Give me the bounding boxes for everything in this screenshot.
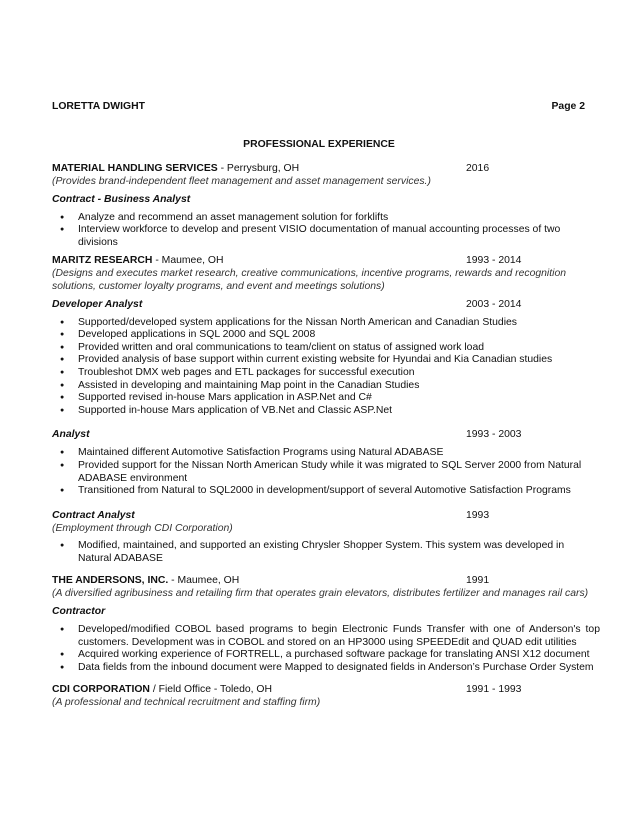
role-duties	[52, 447, 600, 497]
section-title: PROFESSIONAL EXPERIENCE	[243, 139, 395, 150]
job-entry	[52, 575, 600, 674]
job-dates: 1991 - 1993	[466, 684, 522, 696]
job-heading	[52, 684, 600, 697]
duty-item: ● Transitioned from Natural to SQL2000 in development/support of several Automotive Satisfaction Programs	[52, 485, 600, 498]
role-dates: 1993	[466, 509, 490, 521]
role-heading	[52, 429, 600, 442]
duty-item: ● Developed applications in SQL 2000 and SQL 2008	[52, 329, 600, 342]
company-name: MARITZ RESEARCH	[52, 255, 153, 267]
duty-item: ● Maintained different Automotive Satisfaction Programs using Natural ADABASE	[52, 447, 600, 460]
job-entry	[52, 684, 600, 710]
job-entry	[52, 163, 600, 249]
duty-item: ● Data fields from the inbound document were Mapped to designated fields in Anderson’s Purchase Order System	[52, 662, 600, 675]
duty-item: ● Provided written and oral communications to team/client on status of assigned work load	[52, 342, 600, 355]
duty-item: ● Supported in-house Mars application of VB.Net and Classic ASP.Net	[52, 405, 600, 418]
job-dates: 1993 - 2014	[466, 255, 522, 267]
page-header	[52, 101, 586, 115]
company-name: MATERIAL HANDLING SERVICES	[52, 163, 218, 174]
duty-item: ● Modified, maintained, and supported an existing Chrysler Shopper System. This system was developed in Natural ADABASE	[52, 540, 600, 565]
job-dates: 2016	[466, 163, 490, 174]
role-duties	[52, 624, 600, 674]
role-title: Contractor	[52, 606, 106, 618]
company-location: - Maumee, OH	[152, 255, 224, 267]
company-name: CDI CORPORATION	[52, 684, 150, 696]
role-duties	[52, 540, 600, 565]
job-heading	[52, 163, 600, 176]
role-heading	[52, 299, 600, 312]
page-number: Page 2	[551, 101, 585, 112]
job-entry	[52, 255, 600, 565]
job-heading	[52, 575, 600, 588]
company-location: / Field Office - Toledo, OH	[149, 684, 272, 696]
company-description: (A professional and technical recruitment and staffing firm)	[52, 697, 321, 709]
role-title: Contract - Business Analyst	[52, 193, 191, 205]
duty-item: ● Provided analysis of base support within current existing website for Hyundai and Kia Canadian studies	[52, 354, 600, 367]
duty-item: ● Supported revised in-house Mars application in ASP.Net and C#	[52, 392, 600, 405]
experience-list	[52, 163, 600, 710]
company-description: (A diversified agribusiness and retailing firm that operates grain elevators, distributes fertilizer and manages rail cars)	[52, 588, 589, 600]
duty-item: ● Analyze and recommend an asset management solution for forklifts	[52, 212, 600, 225]
role-subtitle: (Employment through CDI Corporation)	[52, 522, 233, 534]
duty-item: ● Acquired working experience of FORTRELL, a purchased software package for translating ANSI X12 document	[52, 649, 600, 662]
duty-item: ● Interview workforce to develop and present VISIO documentation of manual accounting processes of two divisions	[52, 224, 600, 249]
job-heading	[52, 255, 600, 268]
role-heading	[52, 510, 600, 523]
role-dates: 2003 - 2014	[466, 298, 522, 310]
role-title: Analyst	[52, 429, 90, 441]
candidate-name: LORETTA DWIGHT	[52, 101, 145, 112]
role-dates: 1993 - 2003	[466, 429, 522, 441]
company-location: - Maumee, OH	[168, 575, 240, 587]
role-title: Contract Analyst	[52, 509, 135, 521]
company-description: (Designs and executes market research, creative communications, incentive programs, rewards and recognition solutions, customer loyalty programs, and event and meetings solutions)	[52, 268, 566, 292]
duty-item: ● Supported/developed system applications for the Nissan North American and Canadian Studies	[52, 317, 600, 330]
company-location: - Perrysburg, OH	[217, 163, 300, 174]
role-duties	[52, 317, 600, 418]
duty-item: ● Provided support for the Nissan North American Study while it was migrated to SQL Server 2000 from Natural ADABASE environment	[52, 460, 600, 485]
duty-item: ● Assisted in developing and maintaining Map point in the Canadian Studies	[52, 380, 600, 393]
role-title: Developer Analyst	[52, 298, 143, 310]
company-name: THE ANDERSONS, INC.	[52, 575, 169, 587]
company-description: (Provides brand-independent fleet management and asset management services.)	[52, 176, 431, 187]
duty-item: ● Troubleshot DMX web pages and ETL packages for successful execution	[52, 367, 600, 380]
duty-item: ● Developed/modified COBOL based programs to begin Electronic Funds Transfer with one of Anderson's top customers. Development was in COBOL and stored on an HP3000 using SPEEDEdit and QUAD edit utilities	[52, 624, 600, 649]
job-dates: 1991	[466, 575, 490, 587]
role-duties	[52, 212, 600, 250]
